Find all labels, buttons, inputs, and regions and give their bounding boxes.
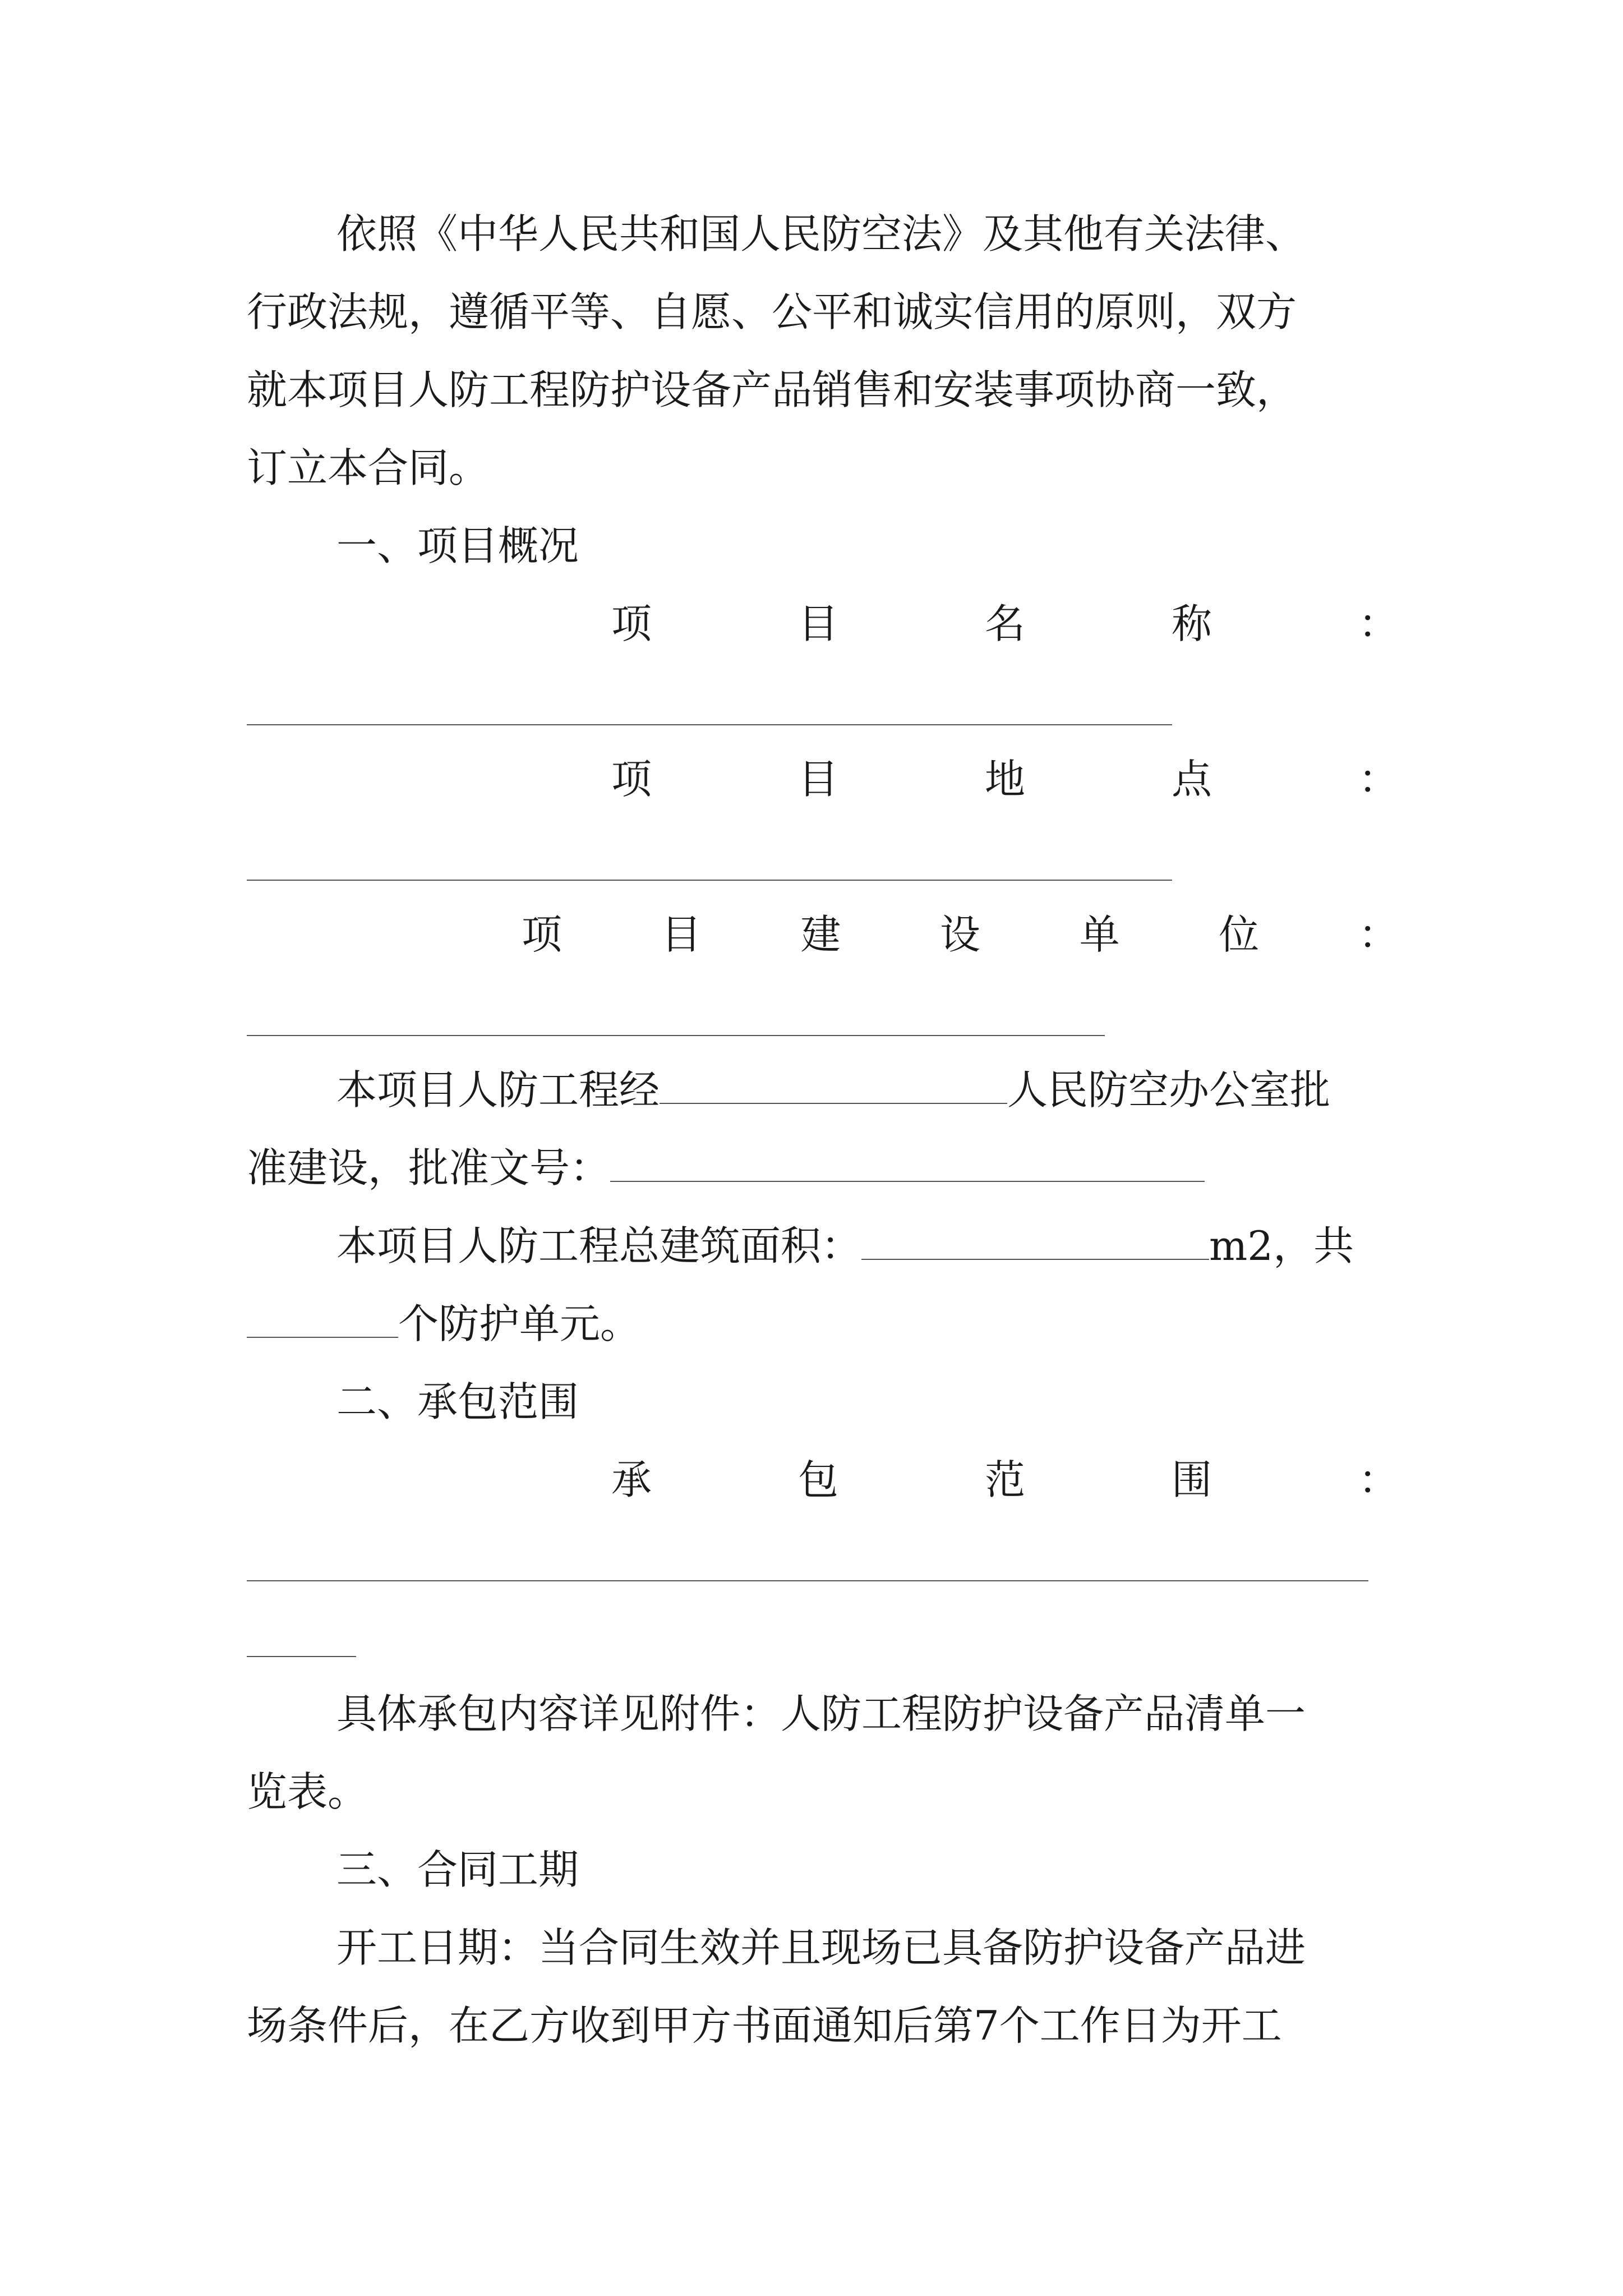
preamble-line-3: 就本项目人防工程防护设备产品销售和安装事项协商一致，	[247, 366, 1297, 413]
scope-detail-line-1: 具体承包内容详见附件：人防工程防护设备产品清单一	[336, 1690, 1306, 1737]
project-site-label: 项 目 地 点 ：	[611, 756, 1399, 803]
section-heading-1: 一、项目概况	[336, 522, 579, 569]
project-name-label: 项 目 名 称 ：	[611, 600, 1399, 647]
area-line-1: 本项目人防工程总建筑面积： m2，共	[336, 1222, 1354, 1269]
project-name-field[interactable]	[247, 724, 1172, 725]
scope-field-line-2[interactable]	[247, 1656, 356, 1657]
approval-number-blank[interactable]	[610, 1148, 1205, 1182]
preamble-line-2: 行政法规，遵循平等、自愿、公平和诚实信用的原则，双方	[247, 288, 1297, 335]
project-site-field[interactable]	[247, 880, 1172, 881]
start-date-line-1: 开工日期：当合同生效并且现场已具备防护设备产品进	[336, 1924, 1306, 1971]
start-date-line-2: 场条件后，在乙方收到甲方书面通知后第7个工作日为开工	[247, 2002, 1282, 2049]
units-count-blank[interactable]	[247, 1304, 398, 1338]
project-builder-field[interactable]	[247, 1035, 1105, 1036]
preamble-line-1: 依照《中华人民共和国人民防空法》及其他有关法律、	[336, 210, 1306, 257]
area-blank[interactable]	[861, 1226, 1209, 1260]
section-heading-3: 三、合同工期	[336, 1846, 579, 1893]
scope-field-line-1[interactable]	[247, 1580, 1368, 1581]
approval-office-blank[interactable]	[660, 1070, 1007, 1104]
scope-detail-line-2: 览表。	[247, 1768, 368, 1815]
preamble-line-4: 订立本合同。	[247, 444, 490, 491]
approval-line-2: 准建设，批准文号：	[247, 1143, 1399, 1193]
scope-label: 承 包 范 围 ：	[611, 1456, 1399, 1503]
approval-line-1: 本项目人防工程经 人民防空办公室批	[336, 1066, 1331, 1114]
area-line-2: 个防护单元。	[247, 1299, 1399, 1349]
section-heading-2: 二、承包范围	[336, 1378, 579, 1425]
project-builder-label: 项 目 建 设 单 位 ：	[522, 911, 1399, 958]
